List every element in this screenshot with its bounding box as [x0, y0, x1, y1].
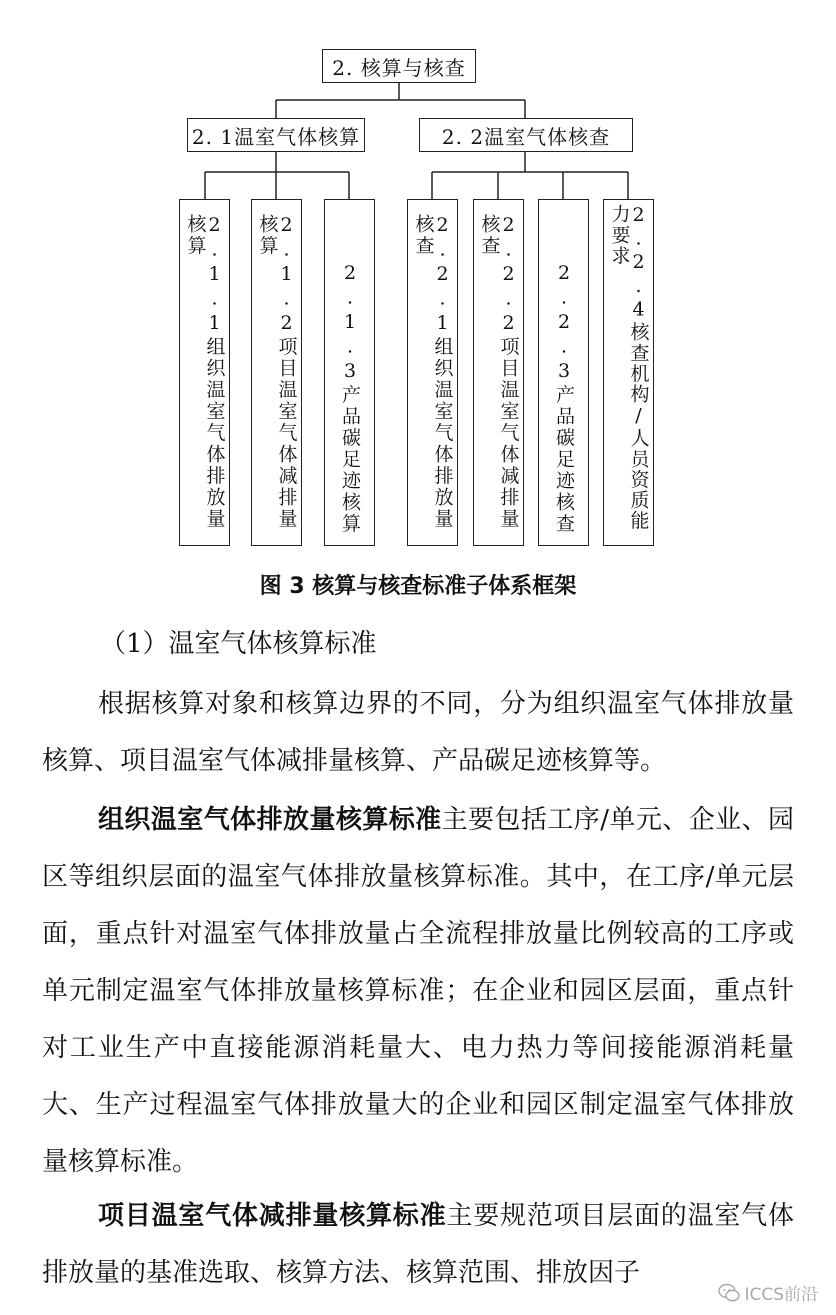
leaf-label: 2.1.2项目温室气体减排量核算 — [256, 214, 298, 530]
paragraph-organization-body: 主要包括工序/单元、企业、园区等组织层面的温室气体排放量核算标准。其中，在工序/单元层面，重点针对温室气体排放量占全流程排放量比例较高的工序或单元制定温室气体排放量核算标准；在企业和园区层面，重点针对工业生产中直接能源消耗量大、电力热力等间接能源消耗量大、生产过程温室气体排放量大的企业和园区制定温室气体排放量核算标准。 — [42, 805, 794, 1177]
leaf-node-2-2-3 — [538, 199, 589, 546]
leaf-label: 2.1.3产品碳足迹核算 — [339, 262, 361, 535]
figure-caption: 图 3 核算与核查标准子体系框架 — [259, 574, 577, 599]
leaf-node-2-2-2 — [473, 199, 524, 546]
watermark — [718, 1280, 818, 1305]
watermark-text: ICCS前沿 — [744, 1285, 818, 1305]
term-project: 项目温室气体减排量核算标准 — [98, 1201, 447, 1231]
paragraph-project-body: 主要规范项目层面的温室气体排放量的基准选取、核算方法、核算范围、排放因子 — [42, 1201, 794, 1288]
leaf-node-2-2-1 — [407, 199, 458, 546]
leaf-node-2-1-2 — [251, 199, 302, 546]
root-node: 2. 核算与核查 — [322, 49, 476, 83]
leaf-node-2-2-4 — [603, 199, 654, 546]
paragraph-intro: 根据核算对象和核算边界的不同，分为组织温室气体排放量核算、项目温室气体减排量核算、产品碳足迹核算等。 — [42, 689, 794, 776]
branch-node-accounting: 2. 1温室气体核算 — [187, 118, 365, 152]
wechat-icon — [718, 1283, 740, 1303]
paragraph-organization — [42, 792, 794, 1191]
leaf-label: 2.2.2项目温室气体减排量核查 — [478, 214, 520, 530]
leaf-label: 2.2.3产品碳足迹核查 — [553, 262, 575, 535]
term-organization: 组织温室气体排放量核算标准 — [98, 805, 442, 835]
leaf-node-2-1-1 — [179, 199, 230, 546]
leaf-label: 2.2.4核查机构/人员资质能力要求 — [608, 204, 650, 531]
leaf-label: 2.1.1组织温室气体排放量核算 — [184, 214, 226, 530]
section-heading: （1）温室气体核算标准 — [100, 629, 377, 659]
leaf-label: 2.2.1组织温室气体排放量核查 — [412, 214, 454, 530]
leaf-node-2-1-3 — [324, 199, 375, 546]
branch-node-verification: 2. 2温室气体核查 — [419, 118, 633, 152]
paragraph-project — [42, 1188, 794, 1302]
